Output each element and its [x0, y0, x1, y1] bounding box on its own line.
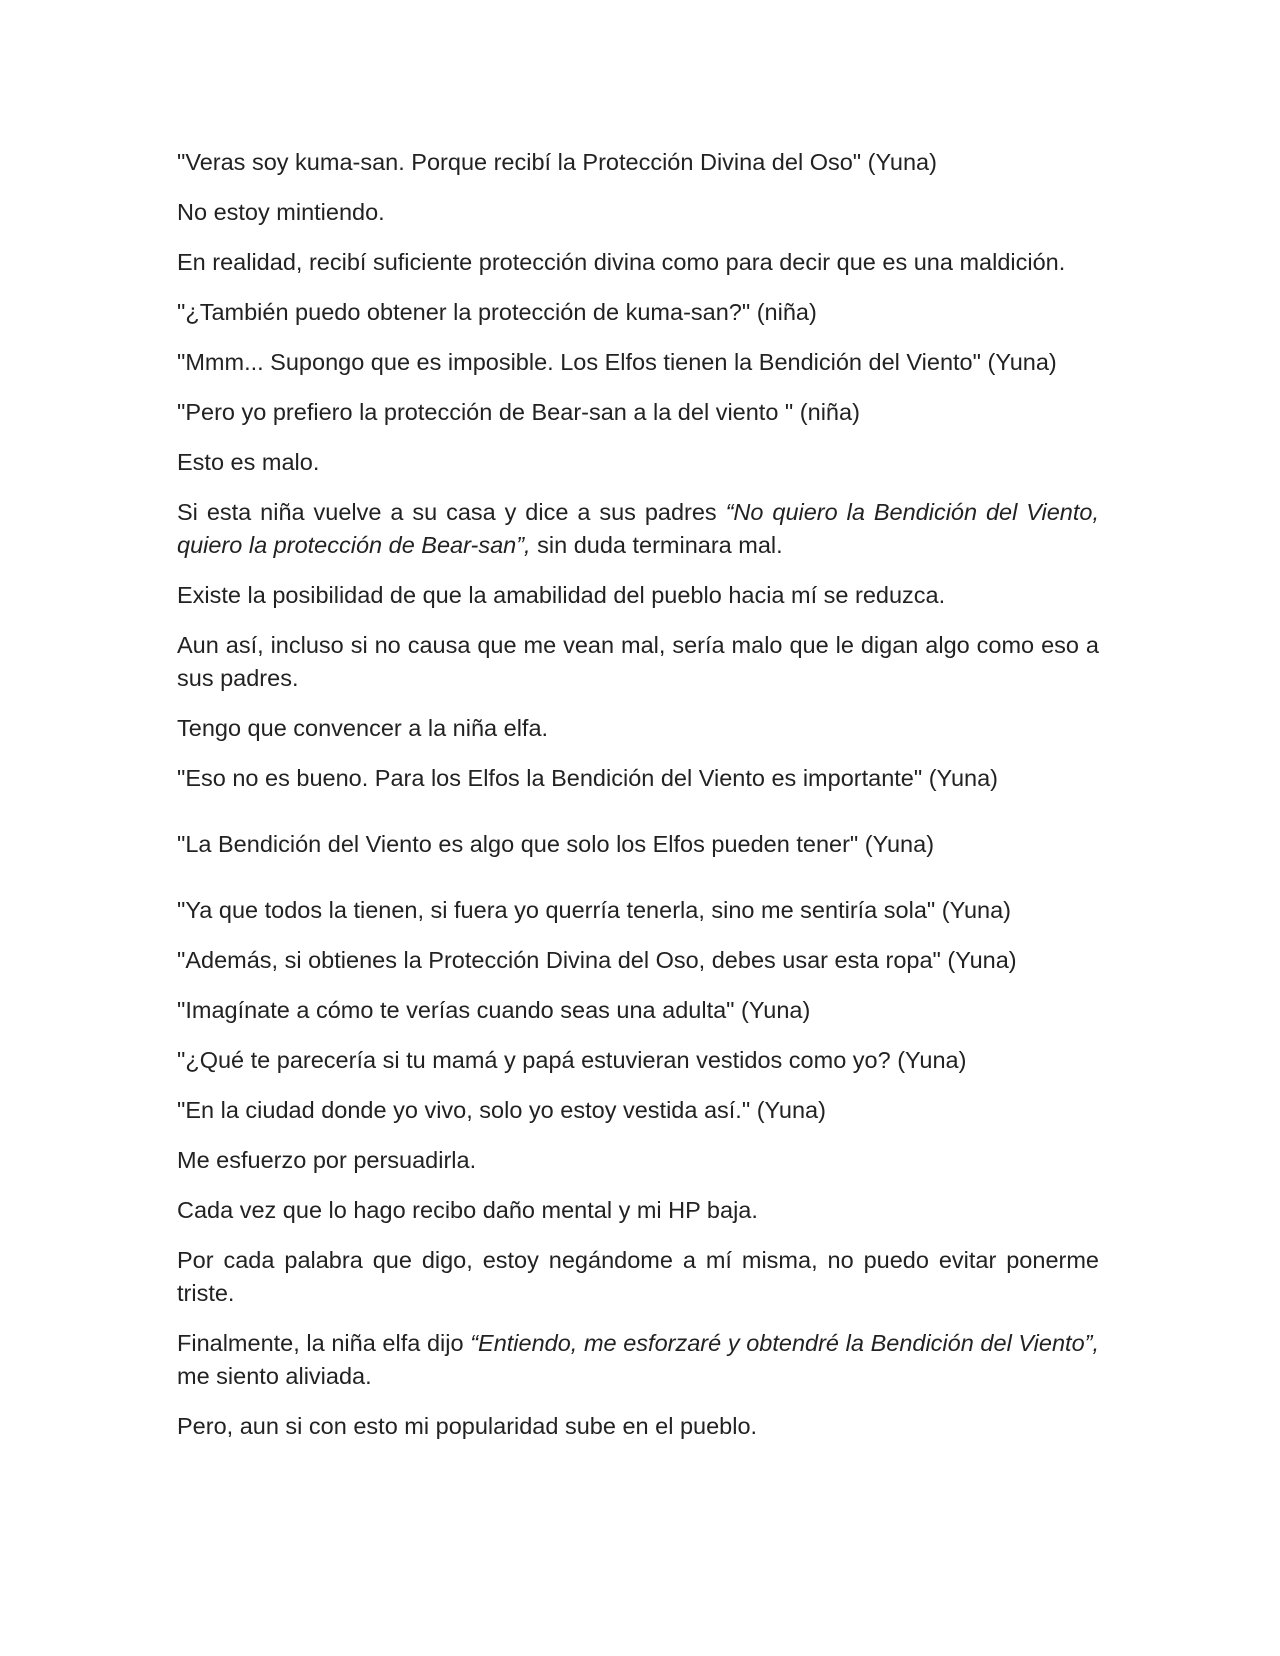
paragraph-text: Esto es malo.: [177, 449, 320, 475]
paragraph: [177, 1410, 1099, 1443]
paragraph-text: Existe la posibilidad de que la amabilidad del pueblo hacia mí se reduzca.: [177, 582, 946, 608]
paragraph-text: "Además, si obtienes la Protección Divina del Oso, debes usar esta ropa" (Yuna): [177, 947, 1017, 973]
paragraph-text: "Pero yo prefiero la protección de Bear-san a la del viento " (niña): [177, 399, 860, 425]
paragraph-text: "¿También puedo obtener la protección de kuma-san?" (niña): [177, 299, 817, 325]
paragraph-text: Aun así, incluso si no causa que me vean mal, sería malo que le digan algo como eso a sus padres.: [177, 632, 1099, 691]
paragraph: [177, 1244, 1099, 1310]
paragraph-text: "La Bendición del Viento es algo que solo los Elfos pueden tener" (Yuna): [177, 831, 935, 857]
paragraph-text: "Ya que todos la tienen, si fuera yo querría tenerla, sino me sentiría sola" (Yuna): [177, 897, 1011, 923]
paragraph: [177, 762, 1099, 795]
paragraph-text: "Mmm... Supongo que es imposible. Los Elfos tienen la Bendición del Viento" (Yuna): [177, 349, 1057, 375]
paragraph-text: "Eso no es bueno. Para los Elfos la Bendición del Viento es importante" (Yuna): [177, 765, 998, 791]
paragraph-text: Tengo que convencer a la niña elfa.: [177, 715, 549, 741]
paragraph: [177, 828, 1099, 861]
paragraph-text: No estoy mintiendo.: [177, 199, 385, 225]
paragraph: [177, 396, 1099, 429]
paragraph-text: "En la ciudad donde yo vivo, solo yo estoy vestida así." (Yuna): [177, 1097, 826, 1123]
paragraph-text: "¿Qué te parecería si tu mamá y papá estuvieran vestidos como yo? (Yuna): [177, 1047, 967, 1073]
paragraph: [177, 196, 1099, 229]
paragraph: [177, 994, 1099, 1027]
paragraph: [177, 944, 1099, 977]
paragraph: [177, 1044, 1099, 1077]
paragraph-text: Finalmente, la niña elfa dijo: [177, 1330, 471, 1356]
paragraph: [177, 346, 1099, 379]
paragraph-text: En realidad, recibí suficiente protección divina como para decir que es una maldición.: [177, 249, 1066, 275]
paragraph: [177, 446, 1099, 479]
paragraph-text: Por cada palabra que digo, estoy negándome a mí misma, no puedo evitar ponerme triste.: [177, 1247, 1099, 1306]
paragraph: [177, 894, 1099, 927]
paragraph-text: me siento aliviada.: [177, 1363, 372, 1389]
paragraph-text: "Veras soy kuma-san. Porque recibí la Protección Divina del Oso" (Yuna): [177, 149, 937, 175]
paragraph-text: Me esfuerzo por persuadirla.: [177, 1147, 477, 1173]
paragraph: [177, 629, 1099, 695]
paragraph-text: sin duda terminara mal.: [530, 532, 783, 558]
paragraph: [177, 146, 1099, 179]
paragraph-text: Si esta niña vuelve a su casa y dice a sus padres: [177, 499, 726, 525]
paragraph-text: Pero, aun si con esto mi popularidad sube en el pueblo.: [177, 1413, 758, 1439]
paragraph: [177, 712, 1099, 745]
document-body: [177, 146, 1099, 1460]
paragraph: [177, 1194, 1099, 1227]
paragraph: [177, 246, 1099, 279]
paragraph-text: Cada vez que lo hago recibo daño mental y mi HP baja.: [177, 1197, 758, 1223]
italic-quote: “No quiero la Bendición del Viento, quiero la protección de Bear-san”,: [177, 499, 1099, 558]
paragraph: [177, 1144, 1099, 1177]
paragraph-text: "Imagínate a cómo te verías cuando seas una adulta" (Yuna): [177, 997, 811, 1023]
paragraph: [177, 1327, 1099, 1393]
paragraph: [177, 1094, 1099, 1127]
paragraph: [177, 496, 1099, 562]
italic-quote: “Entiendo, me esforzaré y obtendré la Bendición del Viento”,: [470, 1330, 1099, 1356]
paragraph: [177, 579, 1099, 612]
paragraph: [177, 296, 1099, 329]
